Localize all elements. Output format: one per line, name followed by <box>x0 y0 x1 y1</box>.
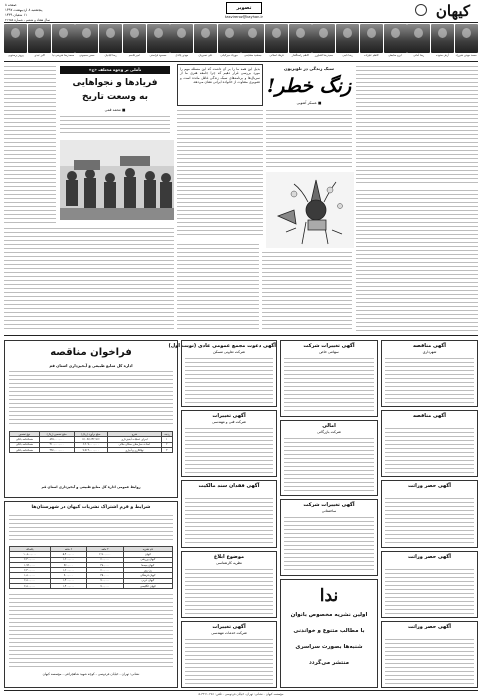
intro-text-column <box>356 64 478 184</box>
tender-table-header-cell: نوع تضمین <box>10 432 40 437</box>
portrait-caption: اکبر عبدی <box>34 54 45 57</box>
classified-ad <box>381 480 478 547</box>
portrait-caption: علی نصیریان <box>198 54 213 57</box>
classified-ad-body <box>185 496 273 543</box>
hijri-line: ۱۱ شعبان ۱۴۳۹ <box>5 13 28 17</box>
subscription-table-cell: ۲,۸۰۰,۰۰۰ <box>10 578 51 583</box>
portrait-caption: کاظم علیزاده <box>364 54 379 57</box>
portrait-caption: مهدی پاکدل <box>175 54 189 57</box>
side-article-kicker: تأملی بر وجوه مختلف «چ» <box>60 66 170 74</box>
portrait-photo <box>28 24 51 53</box>
classified-ad-subtitle: شهرداری <box>422 350 437 354</box>
side-article-body-3 <box>4 226 174 332</box>
page-label: صفحه ۸ <box>5 3 17 7</box>
tender-table-cell: نهالکاری و آبیاری <box>108 447 162 452</box>
classified-ad <box>168 340 277 407</box>
date-line: پنجشنبه ۸ اردیبهشت ۱۳۹۷ <box>5 8 43 12</box>
subscription-table-cell: ۶۰۰,۰۰۰ <box>87 568 124 573</box>
classified-ad <box>280 420 378 497</box>
classified-ad-subtitle: ساختمانی <box>321 509 337 514</box>
portrait-caption: حسن معجونی <box>79 54 95 57</box>
side-article-body-2 <box>60 114 170 136</box>
classified-ad-subtitle: شرکت بازرگانی <box>317 429 341 434</box>
side-article-byline: ■ محمد قمی <box>104 108 126 112</box>
tender-table-cell: ۸۳۸,۰۰۰,۰۰۰ <box>39 437 74 442</box>
subscription-table-cell: ۹۰۰,۰۰۰ <box>50 573 87 578</box>
classified-ad <box>181 551 277 618</box>
tender-table-cell: ۳۱۰,۰۰۰,۰۰۰ <box>39 442 74 447</box>
pull-quote: بدیل این همه ما را بر آن داشت که این مسئله مهم را مورد بررسی قرار دهیم که چرا جامعه هنری ما از سریال‌ها و برنامه‌های سبک زندگی غافل مانده است و تصویری متفاوت از خانواده ایرانی نشان می‌دهد. <box>177 64 263 106</box>
classified-ad-title: آگهی تغییرات شرکت <box>303 343 355 349</box>
cartoon-illustration <box>266 172 354 248</box>
subscription-table <box>9 546 173 589</box>
classified-ad-title: آگهی حصر وراثت <box>408 483 451 490</box>
portrait-caption: فرهاد اصلانی <box>269 54 284 57</box>
tender-table-header-cell: مبلغ برآورد (ریال) <box>74 432 108 437</box>
classified-ad-subtitle: سهامی خاص <box>319 350 339 354</box>
subscription-table-cell: ۲,۴۰۰,۰۰۰ <box>10 568 51 573</box>
ads-column-3 <box>280 340 378 576</box>
historical-photo <box>60 140 174 220</box>
portrait-caption: جمشید مشایخی <box>244 54 262 57</box>
portrait-photo <box>123 24 146 53</box>
portrait-caption: آرش ستوده <box>436 54 449 57</box>
tender-table-cell: ۶,۲۰۹,۰۰۰,۰۰۰ <box>74 442 108 447</box>
main-article-byline: ■ عسکر آشوبی <box>296 101 322 105</box>
tender-subtitle: اداره کل منابع طبیعی و آبخیزداری استان قم <box>49 363 133 368</box>
neda-line-2: با مطالب متنوع و خواندنی <box>293 628 365 634</box>
subscription-table-cell: ۴۸۰,۰۰۰ <box>87 562 124 567</box>
portrait-caption: رضا کیانیان <box>104 54 117 57</box>
tender-body <box>9 369 173 427</box>
neda-line-4: منتشر می‌گردد <box>308 660 350 666</box>
portrait-caption: محمدرضا شریفی نیا <box>52 54 75 57</box>
classified-ad <box>181 410 277 477</box>
side-article-body-1 <box>4 64 56 224</box>
classified-ad-body <box>385 637 474 684</box>
subscription-table-cell: ۶۰۰,۰۰۰ <box>87 557 124 562</box>
portrait-photo <box>241 24 264 53</box>
tender-table-cell: ۲ <box>161 442 172 447</box>
footer-divider <box>4 690 478 691</box>
tender-table-cell: ۴۹۶,۰۰۰,۰۰۰ <box>39 447 74 452</box>
subscription-address: نشانی: تهران - خیابان فردوسی - کوچه شهید شاهچراغی - مؤسسه کیهان <box>42 672 140 676</box>
classified-ad-title: آگهی حصر وراثت <box>408 623 451 630</box>
subscription-table-cell: کیهان <box>123 552 172 557</box>
main-article-body-3 <box>262 250 352 332</box>
portrait-photo <box>75 24 98 53</box>
classified-ad-body <box>185 567 273 614</box>
subscription-table-cell: کیهان انگلیسی <box>123 584 172 589</box>
portrait-photo <box>170 24 193 53</box>
classified-ad-title: آگهی فقدان سند مالکیت <box>198 483 260 490</box>
portrait-caption: پرویز پرستویی <box>7 54 24 57</box>
subscription-table-cell: ۱,۲۰۰,۰۰۰ <box>50 557 87 562</box>
subscription-notes <box>9 592 173 668</box>
tender-table-cell: احداث سازه‌های سنگی ملاتی <box>108 442 162 447</box>
tender-title: فراخوان مناقصه <box>50 347 132 358</box>
neda-line-3: شنبه‌ها بصورت سراسری <box>295 644 363 650</box>
subscription-table-cell: ۲,۴۰۰,۰۰۰ <box>10 557 51 562</box>
subscription-table-cell: کیهان عربی <box>123 578 172 583</box>
side-article-title-2: به وسعت تاریخ <box>82 92 148 102</box>
subscription-ad <box>4 501 178 688</box>
classified-ad <box>181 480 277 547</box>
classified-ad-title: آگهی دعوت مجمع عمومی عادی (نوبت اول) <box>168 343 276 349</box>
issue-line: سال هفتاد و ششم - شماره ۲۱۹۵۸ <box>5 17 50 22</box>
classified-ad <box>381 551 478 618</box>
main-article-body-4 <box>177 242 259 332</box>
section-divider <box>4 335 478 336</box>
main-article-body-1 <box>266 108 352 170</box>
classified-ad-title: آگهی مناقصه <box>413 343 446 349</box>
portrait-caption: ایرج ضابطی <box>388 54 402 57</box>
right-text-lower <box>356 188 478 332</box>
tender-table-cell: ۱ <box>161 437 172 442</box>
side-article-title-1: فریادها و نجواهایی <box>72 78 158 88</box>
tender-ad <box>4 340 178 498</box>
portrait-caption: مهرداد میرکیانی <box>220 54 238 57</box>
main-article-body-2 <box>177 108 263 238</box>
portrait-photo <box>147 24 170 53</box>
subscription-table-row <box>10 584 173 589</box>
tender-table-cell: ضمانتنامه بانکی <box>10 437 40 442</box>
portrait-photo <box>218 24 241 53</box>
portrait-photo <box>312 24 335 53</box>
portrait-photo <box>360 24 383 53</box>
tender-table-cell: ۳ <box>161 447 172 452</box>
classified-ad-title: آگهی حصر وراثت <box>408 553 451 560</box>
neda-line-1: اولین نشریه مخصوص بانوان <box>290 612 368 618</box>
portrait-photo <box>52 24 75 53</box>
classified-ad-title: آگهی مناقصه <box>413 413 446 420</box>
classified-ad-body <box>284 356 374 413</box>
classified-ad-subtitle: شرکت خدمات مهندسی <box>211 630 247 635</box>
subscription-table-cell: ۷۰۰,۰۰۰ <box>87 584 124 589</box>
portrait-photo <box>431 24 454 53</box>
subscription-table-cell: ۷۰۰,۰۰۰ <box>87 578 124 583</box>
subscription-table-cell: ۱,۸۰۰,۰۰۰ <box>10 573 51 578</box>
classified-ad <box>381 410 478 477</box>
portrait-photo <box>384 24 407 53</box>
portrait-strip <box>4 24 478 60</box>
subscription-body <box>9 513 173 543</box>
portrait-photo <box>194 24 217 53</box>
classified-ad-subtitle: شرکت تعاونی مسکن <box>213 350 245 354</box>
tender-table-cell: ۱۷,۰۹۷,۶۴۲,۷۱۶ <box>74 437 108 442</box>
center-label: تصویر <box>226 2 262 14</box>
masthead <box>0 0 482 22</box>
portrait-photo <box>455 24 478 53</box>
classified-ad-body <box>185 356 273 403</box>
portrait-photo <box>336 24 359 53</box>
main-article-title: زنگ خطر! <box>266 75 352 97</box>
classified-ad <box>280 340 378 417</box>
subscription-table-cell: ۱,۹۲۰,۰۰۰ <box>10 562 51 567</box>
classified-ad <box>280 499 378 576</box>
subscription-table-cell: کیهان بچه‌ها <box>123 562 172 567</box>
classified-ad-title: آگهی تغییرات شرکت <box>303 502 355 509</box>
subscription-table-header-cell: نام نشریه <box>123 547 172 552</box>
classified-ad-title: آگهی تغییرات <box>212 413 246 420</box>
subscription-table-cell: ۱,۴۰۰,۰۰۰ <box>50 578 87 583</box>
subscription-table-cell: کیهان ورزشی <box>123 557 172 562</box>
subscription-table-cell: ۵,۴۰۰,۰۰۰ <box>50 552 87 557</box>
portrait-caption: رضا آمانی <box>413 54 425 57</box>
classified-ad-body <box>185 637 273 684</box>
subscription-table-cell: ۴۵۰,۰۰۰ <box>87 573 124 578</box>
subscription-table-cell: ۹۶۰,۰۰۰ <box>50 562 87 567</box>
portrait-caption: رضا ناجی <box>342 54 353 57</box>
classified-ad <box>181 621 277 688</box>
portrait-caption: محمد مهدی شیرزاد <box>455 54 477 57</box>
portrait-caption: امیر قاسم <box>128 54 140 57</box>
portrait-photo <box>265 24 288 53</box>
classified-ad-title: آگهی تغییرات <box>212 623 246 630</box>
tender-table-row <box>10 447 173 452</box>
ads-column-2 <box>168 340 277 688</box>
classified-ad-body <box>284 436 374 493</box>
masthead-divider <box>4 22 478 23</box>
classified-ad-subtitle: نظریه کارشناسی <box>216 560 242 565</box>
classified-ad-body <box>284 515 374 572</box>
tender-table-cell: ضمانتنامه بانکی <box>10 447 40 452</box>
main-article-kicker: سبک زندگی در تلویزیون <box>284 66 334 71</box>
tender-footer: روابط عمومی اداره کل منابع طبیعی و آبخیزداری استان قم <box>41 485 141 489</box>
portrait-photo <box>289 24 312 53</box>
portrait-photo <box>407 24 430 53</box>
subscription-table-cell: کیهان فرهنگی <box>123 573 172 578</box>
portrait-photo <box>4 24 27 53</box>
tender-table <box>9 431 173 453</box>
classified-ad-body <box>385 496 474 543</box>
subscription-table-cell: ۱,۲۰۰,۰۰۰ <box>50 568 87 573</box>
subscription-table-header-cell: ۳ ماهه <box>87 547 124 552</box>
footer-line: مؤسسه کیهان - نشانی: تهران، خیابان فردوسی - تلفن: ۳۳۱۱۰۲۵۱-۵ <box>198 691 284 696</box>
tender-table-header-cell: شرح <box>108 432 162 437</box>
tender-table-cell: اجرای عملیات آبخیزداری <box>108 437 162 442</box>
portrait-photo <box>99 24 122 53</box>
tender-table-header-cell: مبلغ تضمین (ریال) <box>39 432 74 437</box>
tender-table-header-cell: ردیف <box>161 432 172 437</box>
classified-ad <box>381 340 478 407</box>
subscription-table-cell: زن روز <box>123 568 172 573</box>
classified-ad-title: موضوع ابلاغ <box>213 553 245 560</box>
subscription-table-cell: ۲,۷۰۰,۰۰۰ <box>87 552 124 557</box>
classified-ad-title: امالی <box>322 422 336 429</box>
classified-ad-body <box>385 567 474 614</box>
subscription-table-cell: ۱,۴۰۰,۰۰۰ <box>50 584 87 589</box>
subscription-table-header-cell: یکساله <box>10 547 51 552</box>
portrait-caption: کاظم راستگفتار <box>291 54 309 57</box>
tender-table-cell: ۹,۹۱۴,۰۰۰,۰۰۰ <box>74 447 108 452</box>
classified-ad-body <box>385 426 474 473</box>
neda-logo: ندا <box>319 586 339 606</box>
classified-ad-body <box>385 356 474 403</box>
classified-ad-body <box>185 426 273 473</box>
masthead-emblem-icon <box>415 4 427 16</box>
portrait-caption: حمیدرضا کشاورز <box>314 54 334 57</box>
email[interactable]: tasvireroz@kayhan.ir <box>224 15 264 19</box>
subscription-table-cell: ۲,۸۰۰,۰۰۰ <box>10 584 51 589</box>
subscription-table-header-cell: ۶ ماهه <box>50 547 87 552</box>
neda-ad <box>280 579 378 688</box>
strip-divider <box>4 61 478 62</box>
subscription-title: شرایط و فرم اشتراک نشریات کیهان در شهرستان‌ها <box>31 505 151 510</box>
ads-column-4 <box>381 340 478 688</box>
masthead-logo: کیهان <box>435 2 471 20</box>
subscription-table-cell: ۱۰,۸۰۰,۰۰۰ <box>10 552 51 557</box>
tender-table-cell: ضمانتنامه بانکی <box>10 442 40 447</box>
portrait-caption: مسعود فراستی <box>149 54 167 57</box>
classified-ad-subtitle: شرکت فنی و مهندسی <box>212 420 246 425</box>
classified-ad <box>381 621 478 688</box>
